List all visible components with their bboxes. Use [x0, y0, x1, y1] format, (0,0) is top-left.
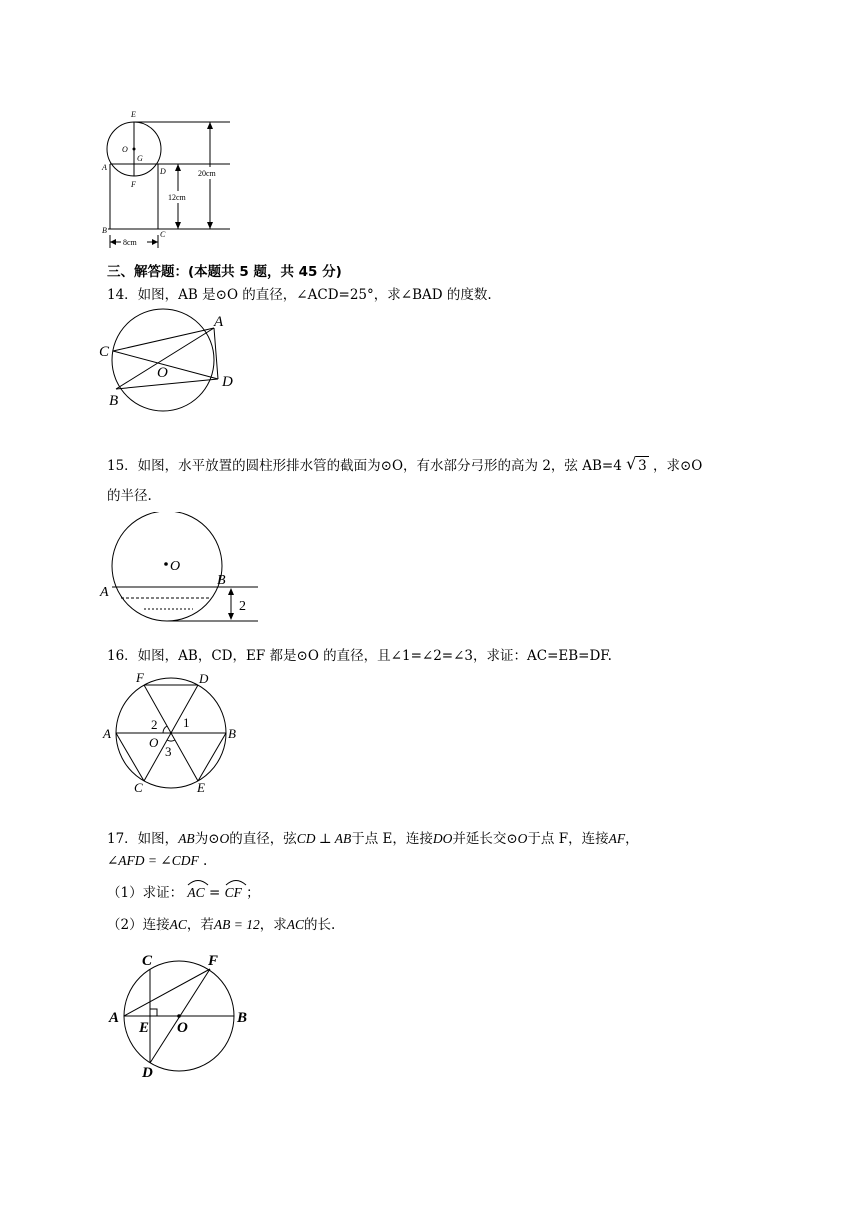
- fig13-label-B: B: [102, 226, 107, 235]
- fig16-label-E: E: [197, 780, 205, 795]
- fig16-label-C: C: [134, 780, 143, 795]
- q17-part2-cond: AB = 12: [213, 917, 260, 932]
- q17-part2: [107, 916, 335, 934]
- fig17-line-AF: [124, 969, 210, 1016]
- fig14-label-C: C: [99, 344, 110, 360]
- fig15-label-A: A: [100, 585, 109, 600]
- fig16-angle-1: 1: [183, 715, 190, 730]
- fig16-chord-EB: [198, 733, 226, 781]
- fig13-label-D: D: [160, 167, 166, 176]
- fig15-label-O: O: [170, 559, 181, 574]
- fig16-label-F: F: [136, 670, 144, 685]
- fig15-label-height: 2: [239, 599, 246, 614]
- q16-text: 16．如图，AB，CD，EF 都是⊙O 的直径，且∠1=∠2=∠3，求证：AC=EB=DF.: [107, 648, 612, 664]
- fig13-label-E: E: [131, 110, 136, 119]
- q17-part2-AC-2: AC: [286, 917, 304, 932]
- q17-arc-AC: AC: [187, 884, 204, 902]
- fig13-label-F: F: [131, 180, 136, 189]
- fig17-label-E: E: [139, 1020, 150, 1036]
- q17-AF: AF: [608, 831, 626, 846]
- q15-text-post: ，求⊙O: [653, 458, 703, 474]
- q15-sqrt: √ 3: [626, 454, 647, 474]
- fig14-label-B: B: [109, 393, 119, 409]
- q17-part2-t2: ，求: [259, 917, 287, 933]
- fig17-label-A: A: [109, 1010, 120, 1026]
- q15-sqrt-value: 3: [638, 458, 647, 474]
- q17-part1: [107, 884, 260, 902]
- q17-part2-t3: 的长.: [303, 917, 336, 933]
- fig16-chord-AC: [116, 733, 144, 781]
- q17-t1: 为: [194, 831, 209, 847]
- q17-DO: DO: [432, 831, 453, 846]
- q17-part1-eq: =: [208, 885, 221, 901]
- fig17-label-O: O: [177, 1020, 188, 1036]
- q17-perp: CD ⊥ AB: [296, 831, 352, 846]
- q17-angle-cond: ∠AFD = ∠CDF: [107, 853, 199, 868]
- figure-q16: [100, 670, 245, 798]
- q15-text-pre: 15．如图，水平放置的圆柱形排水管的截面为⊙O，有水部分弓形的高为 2，弦 AB=4: [107, 458, 622, 474]
- fig17-label-F: F: [208, 953, 219, 969]
- q17-t2: 的直径，弦: [229, 831, 297, 847]
- q17-part2-t1: ，若: [186, 917, 214, 933]
- q17-part1-end: ；: [246, 885, 260, 901]
- fig14-label-O: O: [157, 365, 168, 381]
- fig15-label-B: B: [217, 573, 226, 588]
- fig17-label-C: C: [142, 953, 153, 969]
- fig16-label-A: A: [103, 726, 111, 741]
- q14-text: 14．如图，AB 是⊙O 的直径，∠ACD=25°，求∠BAD 的度数.: [107, 287, 492, 303]
- fig13-label-O: O: [122, 145, 128, 154]
- figure-q15: [98, 512, 268, 627]
- figure-q17: [104, 950, 264, 1080]
- q17-AB: AB: [178, 831, 195, 846]
- fig13-dim-12-label: 12cm: [168, 193, 186, 202]
- fig17-label-D: D: [142, 1065, 153, 1080]
- q17-t4: 并延长交: [452, 831, 507, 847]
- fig17-right-angle: [150, 1009, 157, 1016]
- q17-part1-pre: （1）求证：: [107, 885, 184, 901]
- fig16-label-B: B: [228, 726, 236, 741]
- fig14-line-CA: [113, 328, 214, 351]
- figure-q14: [96, 308, 246, 413]
- fig14-label-D: D: [222, 374, 233, 390]
- q17-arc-CF: CF: [225, 884, 242, 902]
- q15-line1: [107, 456, 702, 475]
- q17-circle-O: ⊙O: [208, 831, 230, 846]
- section-header: 三、解答题：(本题共 5 题，共 45 分): [107, 264, 342, 280]
- q17-circle-O-2: ⊙O: [506, 831, 528, 846]
- fig13-dim-20-label: 20cm: [198, 169, 216, 178]
- q17-num: 17．如图，: [107, 831, 179, 847]
- fig16-angle-2: 2: [151, 717, 158, 732]
- q17-line1: [107, 830, 639, 848]
- fig14-line-AD: [214, 328, 218, 379]
- fig13-label-A: A: [102, 163, 107, 172]
- q15-line2: 的半径.: [107, 488, 152, 504]
- fig13-label-C: C: [160, 230, 166, 239]
- fig13-label-G: G: [137, 154, 143, 163]
- q17-line2-end: .: [203, 853, 208, 869]
- fig16-label-O: O: [149, 735, 159, 750]
- figure-q13: [100, 105, 280, 250]
- fig16-label-D: D: [199, 671, 209, 686]
- q17-part2-AC: AC: [169, 917, 187, 932]
- fig15-circle: [112, 512, 222, 621]
- q17-part2-pre: （2）连接: [107, 917, 170, 933]
- q17-t5: 于点 F，连接: [527, 831, 609, 847]
- fig13-dim-8-label: 8cm: [123, 238, 137, 247]
- fig17-label-B: B: [237, 1010, 248, 1026]
- q17-line2: [107, 852, 207, 870]
- fig14-label-A: A: [214, 314, 224, 330]
- fig16-angle-3: 3: [165, 744, 172, 759]
- q17-t6: ，: [625, 831, 639, 847]
- q17-t3: 于点 E，连接: [351, 831, 433, 847]
